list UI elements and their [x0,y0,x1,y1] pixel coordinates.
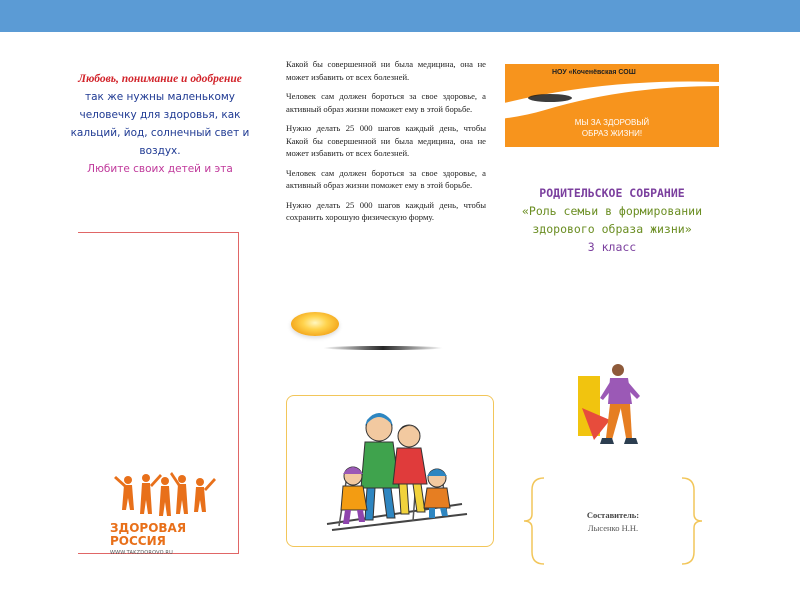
banner-title [552,117,672,139]
orange-disk-graphic [291,312,339,336]
meeting-topic: «Роль семьи в формировании здорового образа жизни» [521,204,702,236]
compiler-label: Составитель: [586,510,640,520]
school-name: НОУ «Коченёвская СОШ [552,69,636,76]
paragraph-3: Нужно делать 25 000 шагов каждый день, чтобы Какой бы совершенной ни была медицина, она не может избавить от всех болезней. [286,123,486,158]
meeting-title-block [505,184,719,256]
compiler-info [560,509,666,535]
skiing-family-frame [286,395,494,547]
zdorovaya-rossiya-logo [110,470,220,560]
logo-url: WWW.TAKZDOROVO.RU [110,550,173,556]
meeting-grade: 3 класс [587,240,637,254]
logo-title-line-1: ЗДОРОВАЯ [110,521,187,535]
quote-block [70,70,250,178]
walking-woman-illustration [572,358,644,458]
quote-pink: Любите своих детей и эта [87,163,233,175]
skiing-family-illustration [287,396,493,546]
quote-red: Любовь, понимание и одобрение [78,73,242,85]
top-bar [0,0,800,32]
paragraph-4: Человек сам должен бороться за свое здоровье, а активный образ жизни поможет ему в этой борьбе. [286,167,486,190]
paragraph-5: Нужно делать 25 000 шагов каждый день, чтобы сохранить хорошую физическую форму. [286,199,486,222]
health-text [286,58,486,231]
logo-title [110,522,220,548]
compiler-name: Лысенко Н.Н. [587,523,639,533]
logo-title-line-2: РОССИЯ [110,534,166,548]
banner-title-line-1: МЫ ЗА ЗДОРОВЫЙ [574,118,650,127]
shadow-line [323,345,443,351]
paragraph-2: Человек сам должен бороться за свое здоровье, а активный образ жизни поможет ему в этой борьбе. [286,91,486,114]
banner-title-line-2: ОБРАЗ ЖИЗНИ! [581,129,643,138]
paragraph-1: Какой бы совершенной ни была медицина, она не может избавить от всех болезней. [286,59,486,82]
meeting-heading: РОДИТЕЛЬСКОЕ СОБРАНИЕ [539,186,685,200]
quote-blue: так же нужны маленькому человечку для здоровья, как кальций, йод, солнечный свет и воздух. [70,91,250,157]
people-figures-icon [110,470,220,526]
